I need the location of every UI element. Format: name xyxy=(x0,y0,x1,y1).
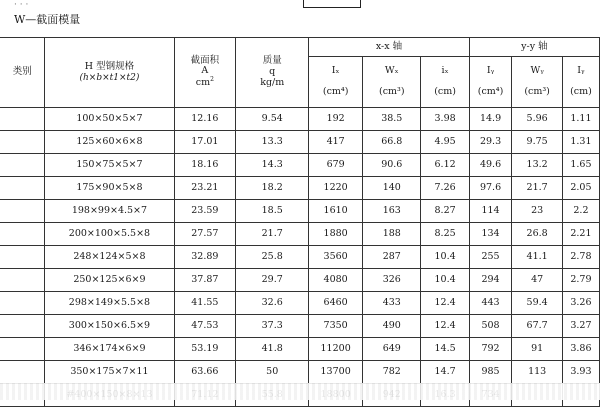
section-modulus-note: W—截面模量 xyxy=(14,13,81,26)
cell-mass: 9.54 xyxy=(236,108,309,131)
cell-iy-radius: 3.93 xyxy=(562,361,599,384)
h-beam-spec-table xyxy=(0,37,600,407)
cell-area: 18.16 xyxy=(174,154,236,177)
cell-iy-radius: 3.27 xyxy=(562,315,599,338)
cell-iy: 114 xyxy=(469,200,512,223)
cell-category xyxy=(0,223,45,246)
cell-wy: 59.4 xyxy=(512,292,563,315)
cell-ix: 6460 xyxy=(309,292,363,315)
cell-mass: 14.3 xyxy=(236,154,309,177)
cell-spec: 150×75×5×7 xyxy=(45,154,174,177)
cell-iy: 255 xyxy=(469,246,512,269)
table-row xyxy=(0,361,600,384)
cell-wx: 90.6 xyxy=(363,154,421,177)
cell-mass: 13.3 xyxy=(236,131,309,154)
cell-ix-radius: 10.4 xyxy=(421,246,469,269)
cell-category xyxy=(0,200,45,223)
cell-category xyxy=(0,338,45,361)
cell-ix: 1610 xyxy=(309,200,363,223)
cell-iy: 97.6 xyxy=(469,177,512,200)
cell-ix-radius: 3.98 xyxy=(421,108,469,131)
cell-spec: 100×50×5×7 xyxy=(45,108,174,131)
cell-category xyxy=(0,177,45,200)
cell-ix: 417 xyxy=(309,131,363,154)
table-row xyxy=(0,200,600,223)
cell-spec: 300×150×6.5×9 xyxy=(45,315,174,338)
cell-spec: 250×125×6×9 xyxy=(45,269,174,292)
cell-wx: 66.8 xyxy=(363,131,421,154)
header-mass: 质量 q kg/m xyxy=(236,38,309,108)
cell-ix: 13700 xyxy=(309,361,363,384)
cell-area: 23.59 xyxy=(174,200,236,223)
cell-ix-radius: 7.26 xyxy=(421,177,469,200)
cell-iy: 49.6 xyxy=(469,154,512,177)
cell-mass: 50 xyxy=(236,361,309,384)
cell-ix-radius: 12.4 xyxy=(421,292,469,315)
cell-ix: 3560 xyxy=(309,246,363,269)
cell-wx: 188 xyxy=(363,223,421,246)
cell-ix-radius: 4.95 xyxy=(421,131,469,154)
cell-ix: 7350 xyxy=(309,315,363,338)
cell-wy: 26.8 xyxy=(512,223,563,246)
header-iy-radius: Iᵧ (cm) xyxy=(562,57,599,108)
cell-mass: 32.6 xyxy=(236,292,309,315)
header-yy-axis: y-y 轴 xyxy=(469,38,599,57)
top-text-fragment: · · · xyxy=(14,0,29,10)
cell-mass: 18.2 xyxy=(236,177,309,200)
cell-spec: 346×174×6×9 xyxy=(45,338,174,361)
cell-area: 63.66 xyxy=(174,361,236,384)
cell-area: 37.87 xyxy=(174,269,236,292)
cell-wy: 91 xyxy=(512,338,563,361)
cell-iy-radius: 2.05 xyxy=(562,177,599,200)
cell-wy: 23 xyxy=(512,200,563,223)
cell-category xyxy=(0,269,45,292)
cell-ix-radius: 14.5 xyxy=(421,338,469,361)
cell-category xyxy=(0,315,45,338)
cell-wx: 490 xyxy=(363,315,421,338)
cell-iy: 294 xyxy=(469,269,512,292)
cell-spec: 248×124×5×8 xyxy=(45,246,174,269)
cell-ix-radius: 14.7 xyxy=(421,361,469,384)
cell-wy: 67.7 xyxy=(512,315,563,338)
cell-ix: 1220 xyxy=(309,177,363,200)
cell-wx: 433 xyxy=(363,292,421,315)
cell-iy: 14.9 xyxy=(469,108,512,131)
cell-category xyxy=(0,108,45,131)
cell-iy: 508 xyxy=(469,315,512,338)
cell-category xyxy=(0,154,45,177)
table-row xyxy=(0,154,600,177)
cell-spec: 298×149×5.5×8 xyxy=(45,292,174,315)
cell-category xyxy=(0,361,45,384)
cell-area: 53.19 xyxy=(174,338,236,361)
cell-category xyxy=(0,292,45,315)
table-row xyxy=(0,269,600,292)
cell-iy: 985 xyxy=(469,361,512,384)
cell-iy-radius: 1.11 xyxy=(562,108,599,131)
cell-spec: 198×99×4.5×7 xyxy=(45,200,174,223)
cell-ix: 679 xyxy=(309,154,363,177)
header-category: 类别 xyxy=(0,38,45,108)
cell-ix-radius: 6.12 xyxy=(421,154,469,177)
cell-wy: 13.2 xyxy=(512,154,563,177)
cell-mass: 18.5 xyxy=(236,200,309,223)
table-row xyxy=(0,131,600,154)
cell-iy-radius: 3.26 xyxy=(562,292,599,315)
cell-wy: 9.75 xyxy=(512,131,563,154)
cell-area: 17.01 xyxy=(174,131,236,154)
cell-iy-radius: 1.65 xyxy=(562,154,599,177)
header-xx-axis: x-x 轴 xyxy=(309,38,470,57)
table-row xyxy=(0,223,600,246)
cell-mass: 21.7 xyxy=(236,223,309,246)
cell-mass: 37.3 xyxy=(236,315,309,338)
cell-area: 23.21 xyxy=(174,177,236,200)
cell-mass: 29.7 xyxy=(236,269,309,292)
table-row xyxy=(0,246,600,269)
cell-wy: 41.1 xyxy=(512,246,563,269)
cell-wy: 21.7 xyxy=(512,177,563,200)
cell-iy-radius: 1.31 xyxy=(562,131,599,154)
cell-wx: 163 xyxy=(363,200,421,223)
cell-ix: 1880 xyxy=(309,223,363,246)
header-spec: H 型钢规格 (h×b×t1×t2) xyxy=(45,38,174,108)
cell-category xyxy=(0,131,45,154)
cell-mass: 41.8 xyxy=(236,338,309,361)
table-row xyxy=(0,315,600,338)
table-body xyxy=(0,108,600,407)
cell-area: 12.16 xyxy=(174,108,236,131)
cell-wx: 782 xyxy=(363,361,421,384)
cell-wy: 113 xyxy=(512,361,563,384)
cell-iy-radius: 2.2 xyxy=(562,200,599,223)
cell-spec: 350×175×7×11 xyxy=(45,361,174,384)
cell-ix: 4080 xyxy=(309,269,363,292)
cell-wy: 47 xyxy=(512,269,563,292)
cell-area: 47.53 xyxy=(174,315,236,338)
cell-iy-radius: 3.86 xyxy=(562,338,599,361)
cell-ix-radius: 12.4 xyxy=(421,315,469,338)
cell-spec: 175×90×5×8 xyxy=(45,177,174,200)
header-area: 截面积 A $cm^2$ xyxy=(174,38,236,108)
cell-ix: 11200 xyxy=(309,338,363,361)
cell-iy: 134 xyxy=(469,223,512,246)
header-wy: Wᵧ (cm³) xyxy=(512,57,563,108)
header-wx: Wₓ (cm³) xyxy=(363,57,421,108)
bottom-cutoff-pattern xyxy=(0,383,600,400)
table-row xyxy=(0,108,600,131)
table-row xyxy=(0,338,600,361)
cell-area: 32.89 xyxy=(174,246,236,269)
header-iy: Iᵧ (cm⁴) xyxy=(469,57,512,108)
cell-mass: 25.8 xyxy=(236,246,309,269)
cell-iy: 29.3 xyxy=(469,131,512,154)
header-ix: Iₓ (cm⁴) xyxy=(309,57,363,108)
cell-wx: 326 xyxy=(363,269,421,292)
cell-iy-radius: 2.21 xyxy=(562,223,599,246)
cell-iy: 792 xyxy=(469,338,512,361)
cell-ix-radius: 8.25 xyxy=(421,223,469,246)
table-row xyxy=(0,177,600,200)
cell-iy: 443 xyxy=(469,292,512,315)
cell-iy-radius: 2.79 xyxy=(562,269,599,292)
cell-wx: 38.5 xyxy=(363,108,421,131)
cell-wx: 287 xyxy=(363,246,421,269)
cell-ix-radius: 8.27 xyxy=(421,200,469,223)
cell-ix: 192 xyxy=(309,108,363,131)
dimension-diagram-fragment xyxy=(303,0,361,8)
cell-area: 27.57 xyxy=(174,223,236,246)
cell-iy-radius: 2.78 xyxy=(562,246,599,269)
cell-wy: 5.96 xyxy=(512,108,563,131)
cell-spec: 125×60×6×8 xyxy=(45,131,174,154)
table-row xyxy=(0,292,600,315)
cell-wx: 649 xyxy=(363,338,421,361)
cell-ix-radius: 10.4 xyxy=(421,269,469,292)
cell-spec: 200×100×5.5×8 xyxy=(45,223,174,246)
cell-wx: 140 xyxy=(363,177,421,200)
cell-area: 41.55 xyxy=(174,292,236,315)
header-ix-radius: iₓ (cm) xyxy=(421,57,469,108)
cell-category xyxy=(0,246,45,269)
